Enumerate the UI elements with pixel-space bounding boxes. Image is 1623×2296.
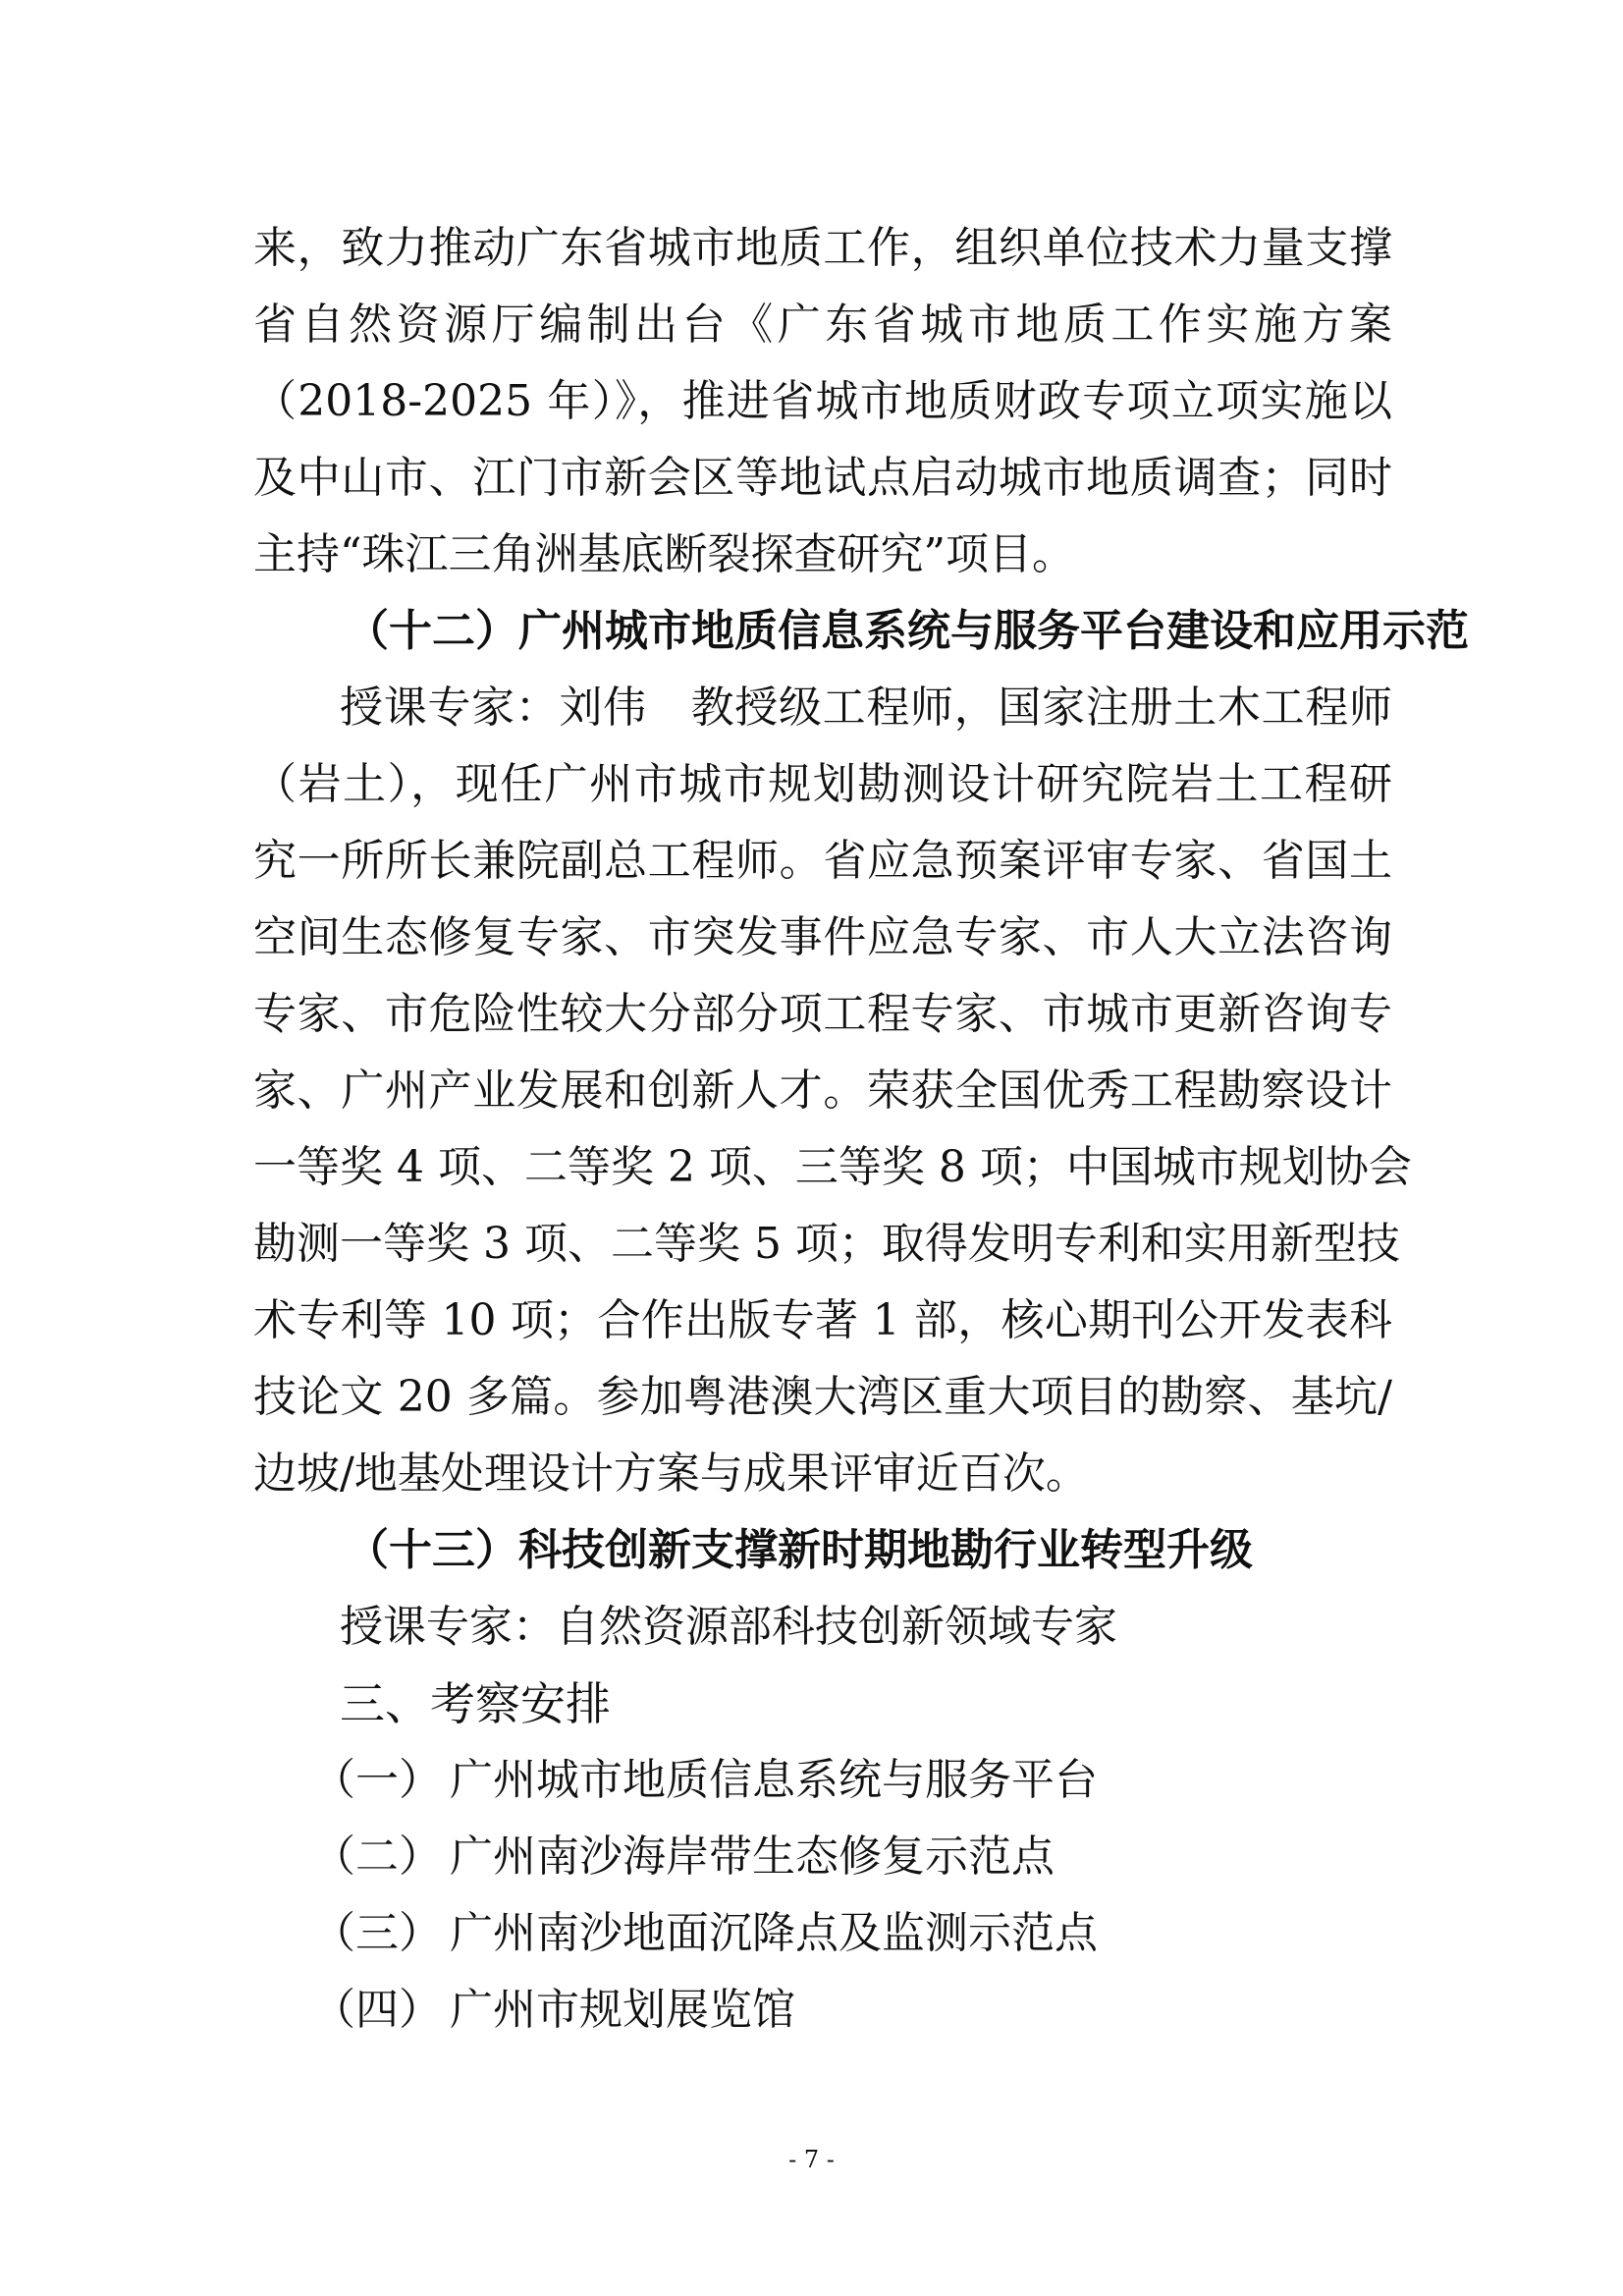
inspection-item-text: 广州南沙海岸带生态修复示范点 (450, 1831, 1055, 1882)
section-12-heading: （十二）广州城市地质信息系统与服务平台建设和应用示范 (346, 606, 1469, 656)
intro-line-4: 及中山市、江门市新会区等地试点启动城市地质调查；同时 (253, 453, 1392, 503)
inspection-item (312, 1972, 795, 2049)
section-12-line-3: 究一所所长兼院副总工程师。省应急预案评审专家、省国土 (253, 836, 1392, 886)
section-12-line-11: 边坡/地基处理设计方案与成果评审近百次。 (253, 1449, 1089, 1499)
intro-line-5: 主持“珠江三角洲基底断裂探查研究”项目。 (253, 529, 1075, 579)
intro-line-2: 省自然资源厅编制出台《广东省城市地质工作实施方案 (253, 300, 1392, 350)
section-12-line-5: 专家、市危险性较大分部分项工程专家、市城市更新咨询专 (253, 989, 1392, 1039)
inspection-item-number: （三） (312, 1908, 442, 1958)
section-12-line-1: 授课专家：刘伟 教授级工程师，国家注册土木工程师 (340, 683, 1392, 733)
inspection-item-number: （四） (312, 1985, 442, 2035)
inspection-item-text: 广州市规划展览馆 (450, 1985, 795, 2035)
section-12-line-6: 家、广州产业发展和创新人才。荣获全国优秀工程勘察设计 (253, 1066, 1392, 1116)
section-12-line-9: 术专利等 10 项；合作出版专著 1 部，核心期刊公开发表科 (253, 1295, 1392, 1345)
inspection-item-text: 广州城市地质信息系统与服务平台 (450, 1755, 1098, 1805)
inspection-item-text: 广州南沙地面沉降点及监测示范点 (450, 1908, 1098, 1958)
inspection-item-number: （二） (312, 1831, 442, 1882)
section-12-line-10: 技论文 20 多篇。参加粤港澳大湾区重大项目的勘察、基坑/ (253, 1372, 1392, 1422)
inspection-item (312, 1819, 1055, 1895)
page-number: - 7 - (788, 2146, 835, 2173)
section-13-heading: （十三）科技创新支撑新时期地勘行业转型升级 (346, 1525, 1253, 1575)
section-12-line-2: （岩土），现任广州市城市规划勘测设计研究院岩土工程研 (253, 759, 1392, 809)
section-12-line-8: 勘测一等奖 3 项、二等奖 5 项；取得发明专利和实用新型技 (253, 1219, 1400, 1269)
intro-line-1: 来，致力推动广东省城市地质工作，组织单位技术力量支撑 (253, 223, 1392, 273)
intro-line-3: （2018-2025 年）》，推进省城市地质财政专项立项实施以 (253, 376, 1392, 426)
section-13-line: 授课专家：自然资源部科技创新领域专家 (340, 1602, 1117, 1652)
section-12-line-4: 空间生态修复专家、市突发事件应急专家、市人大立法咨询 (253, 912, 1392, 962)
inspection-item (312, 1895, 1098, 1972)
inspection-item-number: （一） (312, 1755, 442, 1805)
section-12-line-7: 一等奖 4 项、二等奖 2 项、三等奖 8 项；中国城市规划协会 (253, 1142, 1412, 1192)
inspection-item (312, 1742, 1098, 1819)
inspection-title: 三、考察安排 (340, 1677, 611, 1730)
